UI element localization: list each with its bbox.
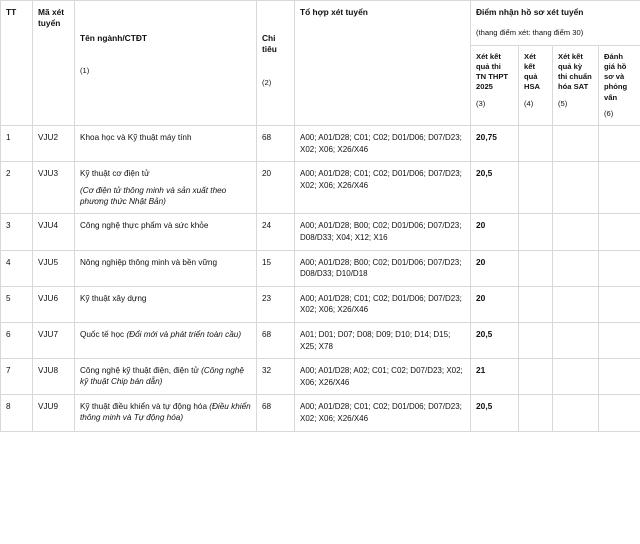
cell-ten-nganh-main: Khoa học và Kỹ thuật máy tính: [80, 133, 192, 143]
header-xet-thpt: [471, 45, 519, 126]
cell-diem-thpt: 20: [471, 214, 519, 250]
cell-ma: VJU7: [33, 323, 75, 359]
header-ten-nganh-note: (1): [80, 66, 90, 76]
cell-ten-nganh-main: Nông nghiệp thông minh và bền vững: [80, 257, 218, 267]
cell-ten-nganh: [75, 250, 257, 286]
cell-to-hop: A00; A01/D28; C01; C02; D01/D06; D07/D23; X02; X06; X26/X46: [295, 286, 471, 322]
cell-tt: 8: [1, 395, 33, 431]
cell-to-hop: A00; A01/D28; C01; C02; D01/D06; D07/D23; X02; X06; X26/X46: [295, 395, 471, 431]
cell-diem-sat: [553, 359, 599, 395]
cell-to-hop: A00; A01/D28; B00; C02; D01/D06; D07/D23; D08/D33; X04; X12; X16: [295, 214, 471, 250]
header-xet-hsa-note: (4): [524, 98, 534, 108]
cell-ten-nganh-sub: (Công nghệ kỹ thuật Chip bán dẫn): [80, 366, 244, 387]
cell-diem-thpt: 20: [471, 286, 519, 322]
header-ma-xet-tuyen: Mã xét tuyển: [33, 1, 75, 126]
cell-ten-nganh-main: Công nghệ kỹ thuật điện, điện tử: [80, 366, 202, 376]
cell-diem-pv: [599, 162, 640, 214]
header-chi-tieu: [257, 1, 295, 126]
cell-ma: VJU6: [33, 286, 75, 322]
header-danh-gia-pv: [599, 45, 640, 126]
cell-chi-tieu: 20: [257, 162, 295, 214]
cell-diem-pv: [599, 286, 640, 322]
cell-diem-sat: [553, 250, 599, 286]
cell-ten-nganh: [75, 214, 257, 250]
cell-ten-nganh: [75, 286, 257, 322]
header-xet-hsa-label: Xét kết quả HSA: [524, 51, 541, 92]
cell-chi-tieu: 32: [257, 359, 295, 395]
table-row: [1, 126, 640, 162]
cell-diem-sat: [553, 395, 599, 431]
cell-ten-nganh-main: Kỹ thuật xây dựng: [80, 293, 147, 303]
header-to-hop-label: Tổ hợp xét tuyển: [300, 7, 368, 17]
cell-ten-nganh-main: Kỹ thuật cơ điện tử: [80, 169, 150, 179]
cell-diem-hsa: [519, 126, 553, 162]
cell-chi-tieu: 23: [257, 286, 295, 322]
header-danh-gia-pv-label: Đánh giá hồ sơ và phỏng vấn: [604, 51, 628, 102]
table-row: [1, 162, 640, 214]
cell-diem-pv: [599, 250, 640, 286]
cell-ten-nganh-sub: (Điều khiển thông minh và Tự động hóa): [80, 402, 251, 423]
header-xet-thpt-label: Xét kết quả thi TN THPT 2025: [476, 51, 509, 92]
cell-ten-nganh: [75, 126, 257, 162]
cell-diem-sat: [553, 214, 599, 250]
cell-ma: VJU5: [33, 250, 75, 286]
cell-tt: 2: [1, 162, 33, 214]
table-row: [1, 214, 640, 250]
cell-diem-thpt: 21: [471, 359, 519, 395]
cell-ten-nganh: [75, 359, 257, 395]
cell-chi-tieu: 68: [257, 395, 295, 431]
cell-diem-sat: [553, 323, 599, 359]
table-row: [1, 395, 640, 431]
header-xet-sat-note: (5): [558, 98, 568, 108]
cell-ten-nganh-main: Quốc tế học: [80, 330, 127, 340]
cell-tt: 7: [1, 359, 33, 395]
cell-to-hop: A00; A01/D28; C01; C02; D01/D06; D07/D23; X02; X06; X26/X46: [295, 126, 471, 162]
cell-tt: 3: [1, 214, 33, 250]
cell-to-hop: A01; D01; D07; D08; D09; D10; D14; D15; X25; X78: [295, 323, 471, 359]
cell-ten-nganh: [75, 395, 257, 431]
cell-diem-hsa: [519, 162, 553, 214]
cell-diem-hsa: [519, 286, 553, 322]
cell-diem-hsa: [519, 395, 553, 431]
cell-diem-sat: [553, 126, 599, 162]
header-xet-sat-label: Xét kết quả kỳ thi chuẩn hóa SAT: [558, 51, 592, 92]
cell-chi-tieu: 68: [257, 323, 295, 359]
header-ten-nganh-label: Tên ngành/CTĐT: [80, 33, 147, 43]
header-diem-nhan-note: (thang điểm xét: thang điểm 30): [476, 28, 584, 38]
cell-diem-pv: [599, 359, 640, 395]
cell-chi-tieu: 24: [257, 214, 295, 250]
cell-ma: VJU3: [33, 162, 75, 214]
cell-to-hop: A00; A01/D28; C01; C02; D01/D06; D07/D23; X02; X06; X26/X46: [295, 162, 471, 214]
cell-ten-nganh-main: Công nghệ thực phẩm và sức khỏe: [80, 221, 209, 231]
table-row: [1, 250, 640, 286]
header-xet-hsa: [519, 45, 553, 126]
cell-tt: 4: [1, 250, 33, 286]
table-row: [1, 323, 640, 359]
header-chi-tieu-note: (2): [262, 77, 272, 87]
cell-ma: VJU4: [33, 214, 75, 250]
header-xet-thpt-note: (3): [476, 98, 486, 108]
table-header: [1, 1, 640, 126]
cell-diem-sat: [553, 286, 599, 322]
cell-chi-tieu: 68: [257, 126, 295, 162]
header-row-main: [1, 1, 640, 46]
cell-tt: 1: [1, 126, 33, 162]
cell-diem-sat: [553, 162, 599, 214]
cell-to-hop: A00; A01/D28; B00; C02; D01/D06; D07/D23; D08/D33; D10/D18: [295, 250, 471, 286]
cell-diem-thpt: 20,5: [471, 323, 519, 359]
header-danh-gia-pv-note: (6): [604, 108, 614, 118]
cell-diem-pv: [599, 395, 640, 431]
cell-ten-nganh-main: Kỹ thuật điều khiển và tự động hóa: [80, 402, 210, 412]
header-diem-nhan: [471, 1, 640, 46]
table-row: [1, 359, 640, 395]
cell-ma: VJU8: [33, 359, 75, 395]
cell-diem-hsa: [519, 359, 553, 395]
cell-diem-thpt: 20,75: [471, 126, 519, 162]
cell-diem-thpt: 20,5: [471, 395, 519, 431]
cell-diem-pv: [599, 214, 640, 250]
cell-ten-nganh: [75, 162, 257, 214]
cell-diem-pv: [599, 126, 640, 162]
header-tt: TT: [1, 1, 33, 126]
cell-to-hop: A00; A01/D28; A02; C01; C02; D07/D23; X02; X06; X26/X46: [295, 359, 471, 395]
cell-diem-pv: [599, 323, 640, 359]
cell-ten-nganh: [75, 323, 257, 359]
cell-diem-hsa: [519, 250, 553, 286]
cell-diem-hsa: [519, 323, 553, 359]
cell-tt: 6: [1, 323, 33, 359]
cell-diem-hsa: [519, 214, 553, 250]
header-ten-nganh: [75, 1, 257, 126]
cell-diem-thpt: 20: [471, 250, 519, 286]
cell-ma: VJU2: [33, 126, 75, 162]
cell-chi-tieu: 15: [257, 250, 295, 286]
header-chi-tieu-label: Chỉ tiêu: [262, 33, 277, 55]
header-xet-sat: [553, 45, 599, 126]
cell-tt: 5: [1, 286, 33, 322]
cell-diem-thpt: 20,5: [471, 162, 519, 214]
header-to-hop: [295, 1, 471, 126]
table-body: [1, 126, 640, 432]
header-diem-nhan-label: Điểm nhận hồ sơ xét tuyển: [476, 7, 584, 17]
table-row: [1, 286, 640, 322]
cell-ten-nganh-sub: (Cơ điện tử thông minh và sản xuất theo phương thức Nhật Bản): [80, 186, 227, 207]
cell-ten-nganh-sub: (Đổi mới và phát triển toàn cầu): [126, 330, 242, 340]
cell-ma: VJU9: [33, 395, 75, 431]
